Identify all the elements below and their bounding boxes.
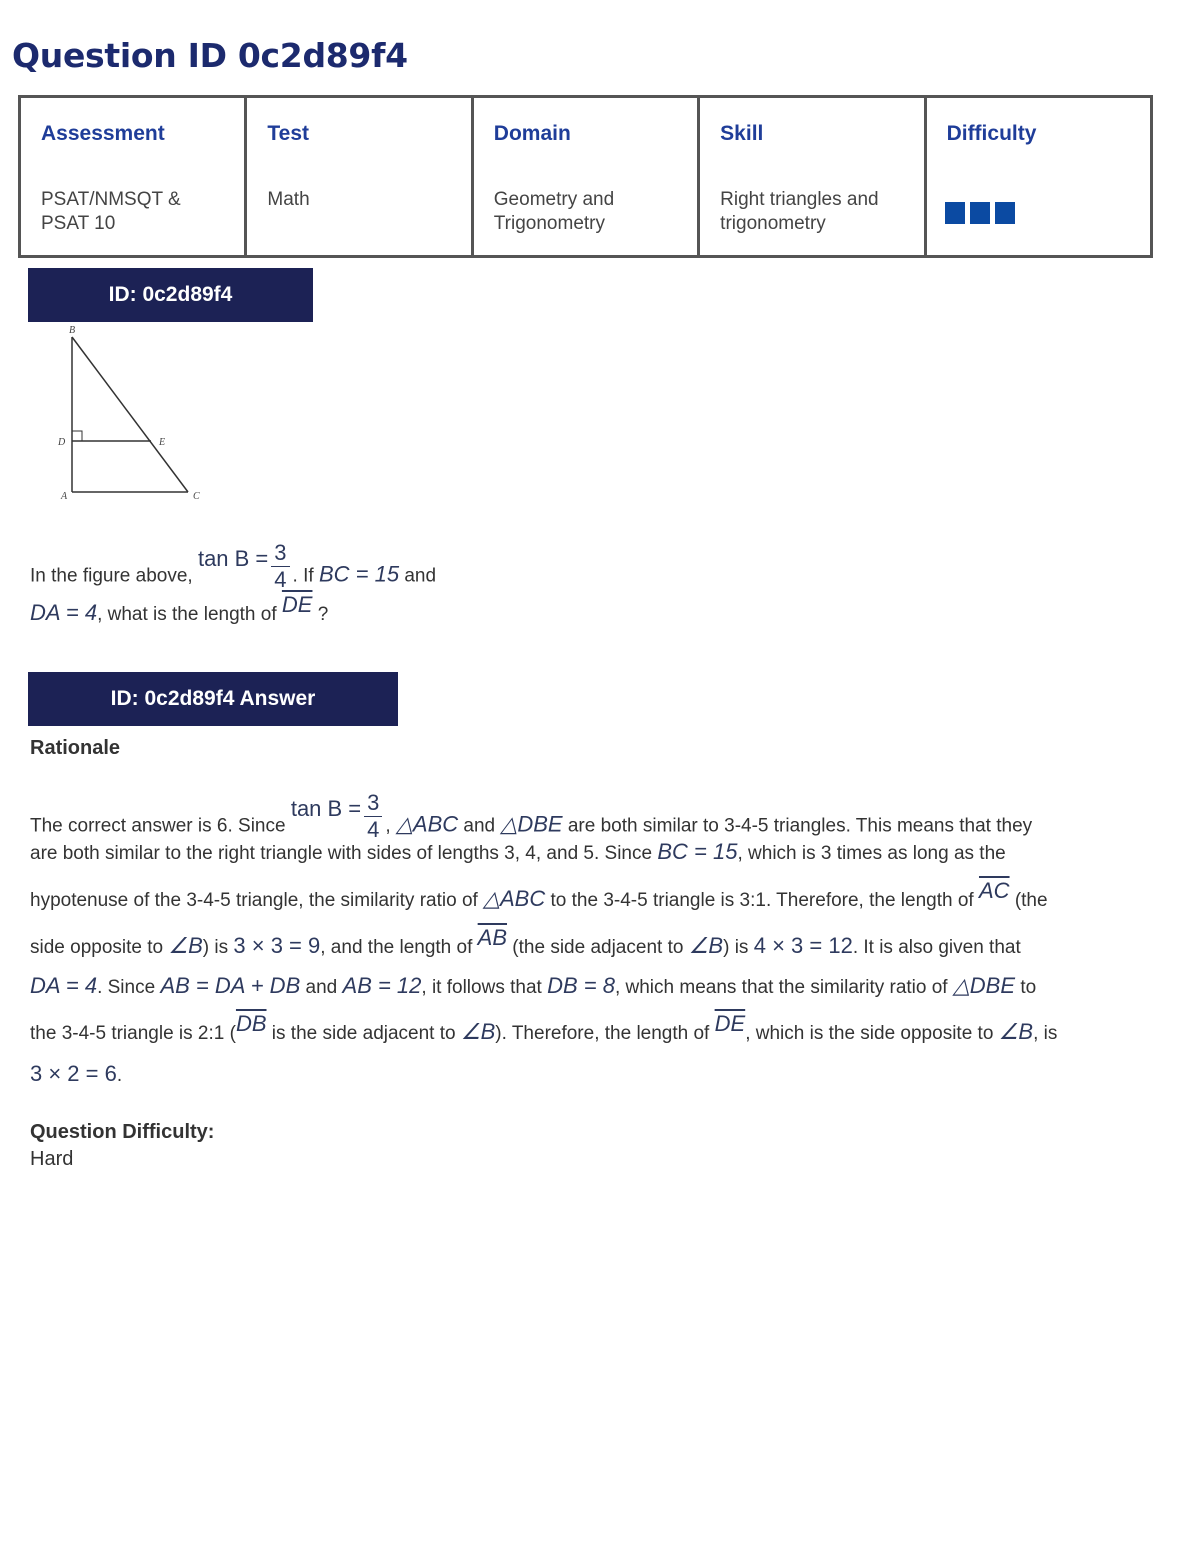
question-difficulty-value: Hard xyxy=(30,1148,74,1170)
math-expression: 3 × 2 = 6 xyxy=(30,1061,117,1086)
difficulty-bar xyxy=(970,202,990,224)
rationale-text: and xyxy=(463,815,496,837)
question-text: ? xyxy=(317,604,329,625)
answer-banner: ID: 0c2d89f4 Answer xyxy=(28,672,398,726)
side-bc xyxy=(72,337,188,492)
rationale-text: , which is the side opposite to xyxy=(745,1023,994,1044)
rationale-text: hypotenuse of the 3-4-5 triangle, the similarity ratio of xyxy=(30,890,478,911)
question-text: , what is the length of xyxy=(97,604,277,625)
difficulty-bar xyxy=(995,202,1015,224)
rationale-text: , is xyxy=(1033,1023,1058,1044)
question-line-2 xyxy=(30,592,329,627)
rationale-text: ) is xyxy=(723,937,749,958)
skill-cell xyxy=(699,97,925,257)
segment-symbol: $\overline{AB}$ xyxy=(477,925,508,950)
segment-symbol: $\overline{AC}$ xyxy=(978,878,1010,903)
label-d: D xyxy=(58,437,66,448)
rationale-text: , it follows that xyxy=(421,977,542,998)
label-a: A xyxy=(61,491,68,502)
metadata-table xyxy=(18,95,1153,258)
question-difficulty-title: Question Difficulty: xyxy=(30,1121,215,1143)
assessment-cell xyxy=(20,97,246,257)
rationale-text: is the side adjacent to xyxy=(271,1023,456,1044)
rationale-text: (the side adjacent to xyxy=(512,937,684,958)
math-expression: tan B = xyxy=(290,795,362,821)
fraction: $\frac{3}{4}$ xyxy=(364,790,382,843)
math-expression: △ABC xyxy=(395,811,459,837)
question-text: and xyxy=(404,565,437,587)
rationale-text: , xyxy=(385,815,391,837)
segment-symbol: $\overline{DE}$ xyxy=(281,592,313,617)
segment-symbol: $\overline{DB}$ xyxy=(235,1011,267,1036)
test-cell xyxy=(246,97,472,257)
math-expression: tan B = xyxy=(197,545,269,571)
rationale-line-3 xyxy=(30,878,1048,913)
math-expression: ∠B xyxy=(998,1019,1034,1044)
domain-value: Geometry and Trigonometry xyxy=(493,189,615,234)
rationale-text: , and the length of xyxy=(320,937,473,958)
test-header: Test xyxy=(267,122,310,145)
math-expression: ∠B xyxy=(460,1019,496,1044)
label-e: E xyxy=(159,437,166,448)
rationale-text: the 3-4-5 triangle is 2:1 ( xyxy=(30,1023,236,1044)
rationale-text: , which means that the similarity ratio of xyxy=(614,977,948,998)
rationale-line-4 xyxy=(30,925,1021,960)
test-value: Math xyxy=(267,189,310,210)
label-b: B xyxy=(69,325,76,336)
math-expression: BC = 15 xyxy=(318,561,400,587)
question-line-1 xyxy=(30,540,437,603)
rationale-text: ). Therefore, the length of xyxy=(495,1023,710,1044)
page-title: Question ID 0c2d89f4 xyxy=(12,36,408,75)
skill-value: Right triangles and trigonometry xyxy=(720,189,879,234)
domain-cell xyxy=(472,97,698,257)
rationale-text: . It is also given that xyxy=(852,937,1021,958)
math-expression: △ABC xyxy=(483,886,546,911)
math-expression: △DBE xyxy=(952,973,1016,998)
math-expression: DA = 4 xyxy=(30,973,98,998)
rationale-text: and xyxy=(305,977,338,998)
math-expression: ∠B xyxy=(168,933,203,958)
math-expression: DB = 8 xyxy=(547,973,615,998)
rationale-title: Rationale xyxy=(30,737,121,759)
difficulty-cell xyxy=(925,97,1151,257)
skill-header: Skill xyxy=(720,122,764,145)
segment-symbol: $\overline{DE}$ xyxy=(714,1011,746,1036)
label-c: C xyxy=(193,491,200,502)
question-banner: ID: 0c2d89f4 xyxy=(28,268,313,322)
rationale-text: are both similar to 3-4-5 triangles. This means that they xyxy=(567,815,1033,837)
rationale-line-7 xyxy=(30,1062,122,1088)
math-expression: △DBE xyxy=(500,811,563,837)
question-text: . If xyxy=(292,565,314,587)
rationale-text: are both similar to the right triangle with sides of lengths 3, 4, and 5. Since xyxy=(30,843,653,864)
math-expression: 3 × 3 = 9 xyxy=(233,933,321,958)
math-expression: DA = 4 xyxy=(30,600,98,625)
rationale-text: to xyxy=(1020,977,1037,998)
math-expression: ∠B xyxy=(688,933,724,958)
difficulty-header: Difficulty xyxy=(946,122,1037,145)
triangle-figure xyxy=(55,322,215,507)
math-expression: AB = 12 xyxy=(342,973,422,998)
difficulty-indicator xyxy=(945,202,1015,224)
rationale-text: , which is 3 times as long as the xyxy=(737,843,1006,864)
fraction: $\frac{3}{4}$ xyxy=(271,540,289,593)
difficulty-bar xyxy=(945,202,965,224)
math-expression: 4 × 3 = 12 xyxy=(753,933,853,958)
domain-header: Domain xyxy=(493,122,571,145)
right-angle-mark-d xyxy=(72,431,82,441)
rationale-text: . Since xyxy=(97,977,156,998)
assessment-value: PSAT/NMSQT & PSAT 10 xyxy=(41,189,181,234)
rationale-text: (the xyxy=(1014,890,1048,911)
assessment-header: Assessment xyxy=(41,122,165,145)
question-text: In the figure above, xyxy=(30,565,193,587)
rationale-text: . xyxy=(116,1065,123,1086)
rationale-line-5 xyxy=(30,974,1036,1000)
rationale-line-2 xyxy=(30,840,1006,866)
math-expression: BC = 15 xyxy=(657,839,738,864)
rationale-text: side opposite to xyxy=(30,937,164,958)
math-expression: AB = DA + DB xyxy=(160,973,301,998)
rationale-text: ) is xyxy=(202,937,229,958)
rationale-line-6 xyxy=(30,1011,1058,1046)
rationale-text: The correct answer is 6. Since xyxy=(30,815,286,837)
rationale-text: to the 3-4-5 triangle is 3:1. Therefore, the length of xyxy=(550,890,974,911)
